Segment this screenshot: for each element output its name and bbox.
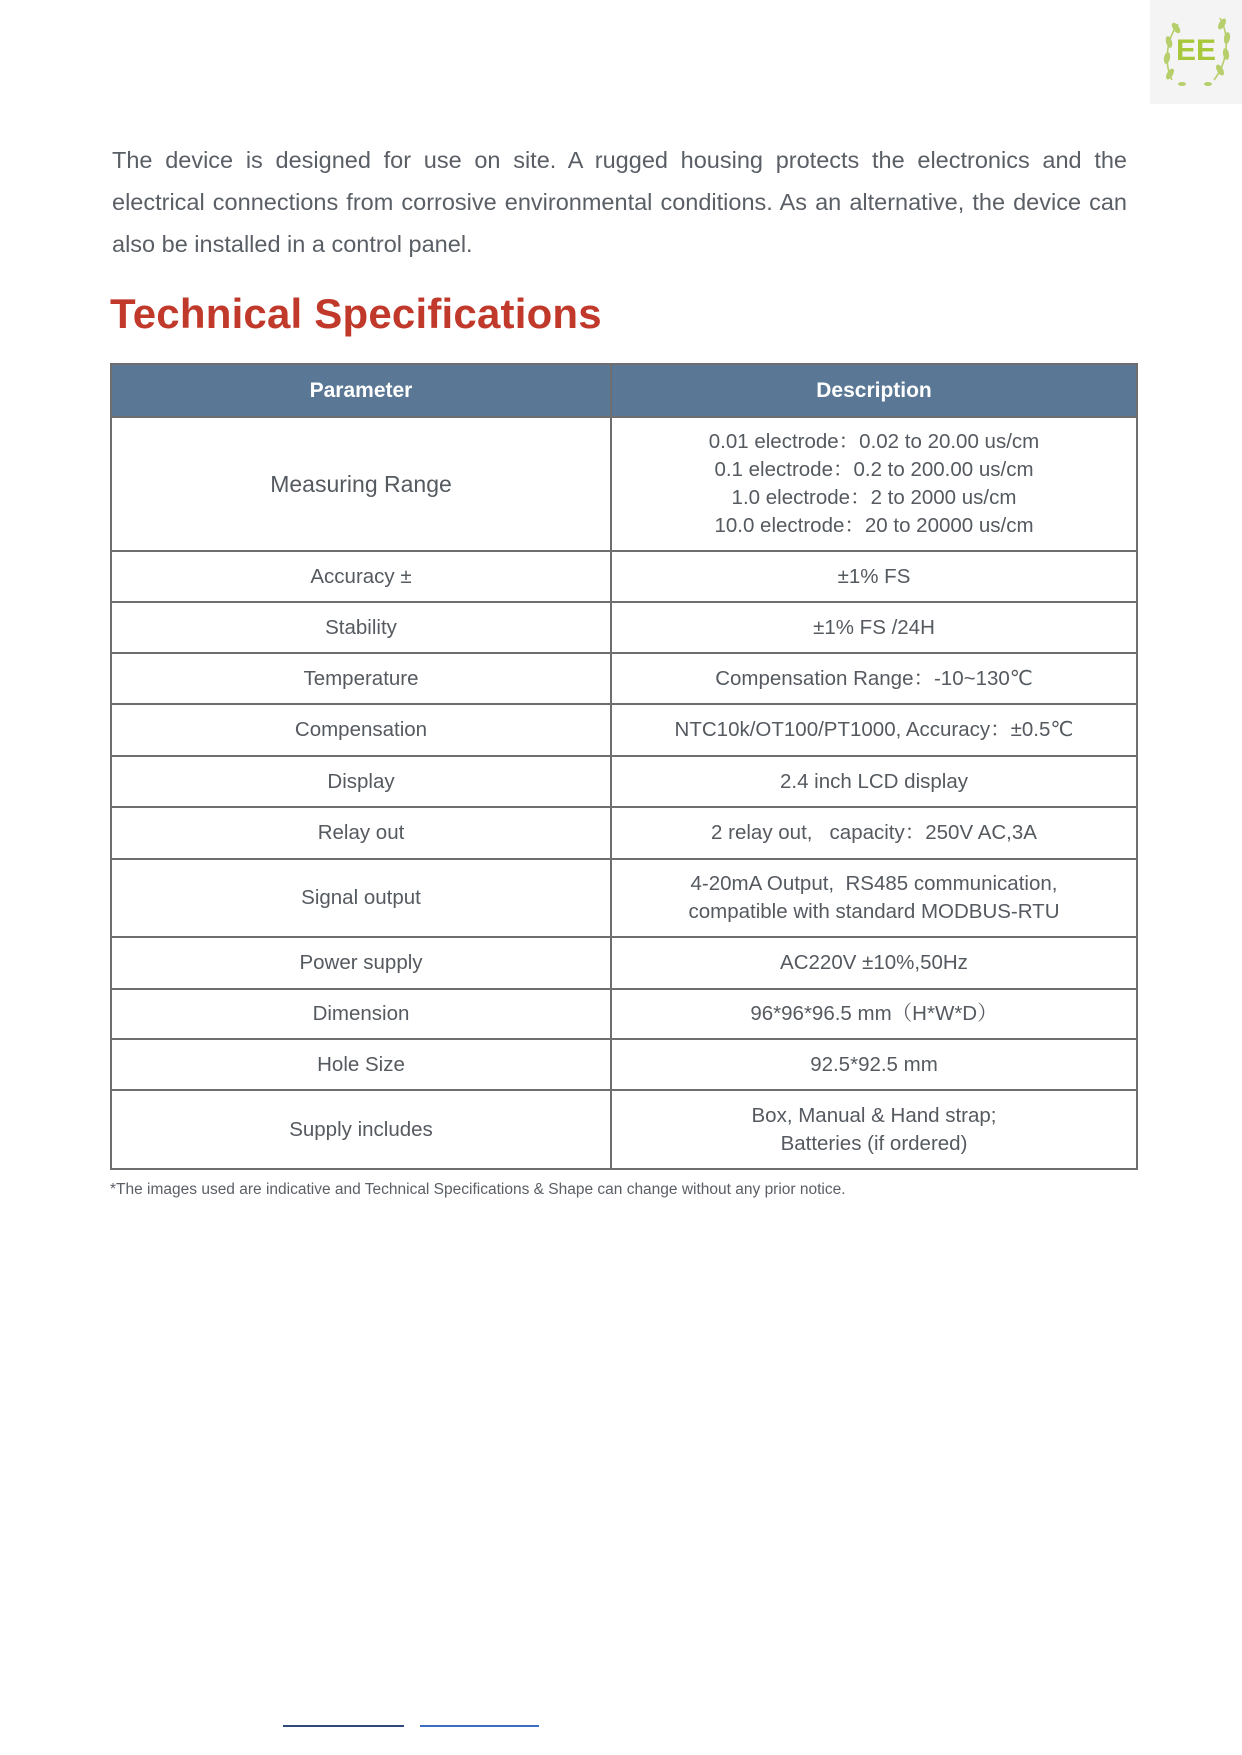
description-cell <box>611 602 1137 653</box>
description-cell <box>611 937 1137 989</box>
description-line: AC220V ±10%,50Hz <box>780 951 968 974</box>
spec-table-body <box>111 417 1137 1169</box>
leaf-wreath-logo-icon <box>1160 10 1232 94</box>
description-line: 10.0 electrode：20 to 20000 us/cm <box>714 514 1034 537</box>
description-line: 96*96*96.5 mm（H*W*D） <box>750 1002 998 1025</box>
description-cell <box>611 551 1137 602</box>
table-row <box>111 937 1137 989</box>
description-line: 0.1 electrode：0.2 to 200.00 us/cm <box>714 458 1034 481</box>
footer-rule-left <box>283 1725 404 1727</box>
description-line: ±1% FS <box>837 564 911 588</box>
description-line: 1.0 electrode：2 to 2000 us/cm <box>731 486 1017 509</box>
description-cell <box>611 1039 1137 1090</box>
description-line: 92.5*92.5 mm <box>810 1052 938 1076</box>
table-row <box>111 653 1137 704</box>
description-cell <box>611 417 1137 551</box>
parameter-cell: Accuracy ± <box>111 551 611 602</box>
table-row <box>111 859 1137 937</box>
parameter-cell: Stability <box>111 602 611 653</box>
parameter-cell: Relay out <box>111 807 611 859</box>
page-title: Technical Specifications <box>110 290 602 337</box>
logo-text: EE <box>1175 34 1217 67</box>
description-cell <box>611 989 1137 1039</box>
table-row <box>111 417 1137 551</box>
column-header-parameter: Parameter <box>111 364 611 417</box>
parameter-cell: Hole Size <box>111 1039 611 1090</box>
description-line: Box, Manual & Hand strap; <box>751 1103 997 1127</box>
footnote: *The images used are indicative and Technical Specifications & Shape can change without any prior notice. <box>110 1181 846 1198</box>
table-row <box>111 756 1137 807</box>
table-header-row <box>111 364 1137 417</box>
description-cell <box>611 1090 1137 1169</box>
table-row <box>111 602 1137 653</box>
parameter-cell: Dimension <box>111 989 611 1039</box>
description-cell <box>611 756 1137 807</box>
description-line: compatible with standard MODBUS-RTU <box>688 900 1060 923</box>
parameter-cell: Supply includes <box>111 1090 611 1169</box>
spec-table <box>110 363 1138 1170</box>
table-row <box>111 551 1137 602</box>
description-cell <box>611 704 1137 756</box>
description-cell <box>611 859 1137 937</box>
parameter-cell: Temperature <box>111 653 611 704</box>
description-line: 2.4 inch LCD display <box>779 769 968 793</box>
description-line: Compensation Range：-10~130℃ <box>715 666 1033 690</box>
description-cell <box>611 653 1137 704</box>
description-line: 0.01 electrode：0.02 to 20.00 us/cm <box>708 430 1040 453</box>
footer-rule-right <box>420 1725 539 1727</box>
parameter-cell: Power supply <box>111 937 611 989</box>
parameter-cell: Display <box>111 756 611 807</box>
table-row <box>111 989 1137 1039</box>
parameter-cell: Measuring Range <box>111 417 611 551</box>
description-line: 2 relay out, capacity：250V AC,3A <box>711 821 1037 844</box>
column-header-description: Description <box>611 364 1137 417</box>
table-row <box>111 1090 1137 1169</box>
description-line: NTC10k/OT100/PT1000, Accuracy：±0.5℃ <box>674 718 1074 741</box>
description-cell <box>611 807 1137 859</box>
description-line: 4-20mA Output, RS485 communication, <box>690 872 1058 895</box>
parameter-cell: Signal output <box>111 859 611 937</box>
description-line: ±1% FS /24H <box>813 615 935 639</box>
parameter-cell: Compensation <box>111 704 611 756</box>
logo-container <box>1150 0 1242 104</box>
table-row <box>111 807 1137 859</box>
description-line: Batteries (if ordered) <box>780 1131 968 1155</box>
intro-paragraph: The device is designed for use on site. A rugged housing protects the electronics and the electrical connections from corrosive environmental conditions. As an alternative, the device can also be installed in a control panel. <box>112 147 1127 257</box>
table-row <box>111 704 1137 756</box>
table-row <box>111 1039 1137 1090</box>
